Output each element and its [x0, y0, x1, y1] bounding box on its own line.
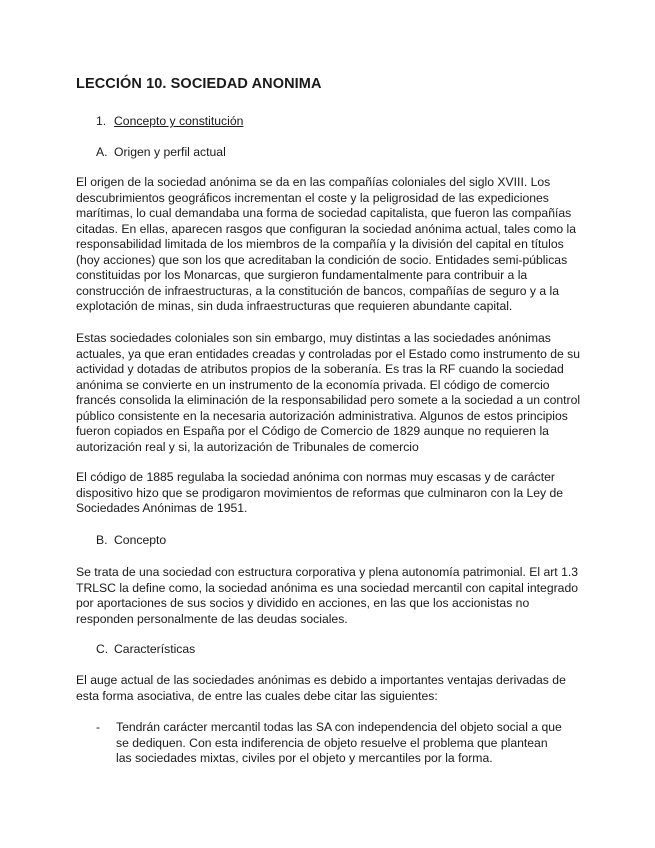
subsection-letter: C. — [96, 642, 109, 656]
paragraph-caracteristicas: El auge actual de las sociedades anónimas es debido a importantes ventajas derivadas de esta forma asociativa, de entre las cuales debe citar las siguientes: — [76, 673, 566, 703]
subsection-heading-caracteristicas — [96, 642, 195, 656]
section-number: 1. — [96, 114, 107, 128]
subsection-letter: A. — [96, 145, 108, 159]
subsection-heading-origen — [96, 145, 226, 159]
paragraph-origen-1: El origen de la sociedad anónima se da en las compañías coloniales del siglo XVIII. Los descubrimientos geográficos incrementan el coste y la peligrosidad de las expediciones marítimas, lo cual demandaba una forma de sociedad capitalista, que fueron las compañías citadas. En ellas, aparecen rasgos que configuran la sociedad anónima actual, tales como la responsabilidad limitada de los miembros de la compañía y la división del capital en títulos (hoy acciones) que son los que acreditaban la condición de socio. Entidades semi-públicas constituidas por los Monarcas, que surgieron fundamentalmente para contribuir a la construcción de infraestructuras, a la constitución de bancos, compañías de seguro y a la explotación de minas, sin duda infraestructuras que requieren abundante capital. — [76, 175, 576, 313]
subsection-letter: B. — [96, 533, 108, 547]
subsection-label: Características — [114, 642, 196, 656]
subsection-label: Origen y perfil actual — [114, 145, 226, 159]
section-heading-concepto-constitucion — [96, 114, 243, 128]
subsection-heading-concepto — [96, 533, 166, 547]
lesson-title: LECCIÓN 10. SOCIEDAD ANONIMA — [76, 76, 322, 92]
subsection-label: Concepto — [114, 533, 167, 547]
bullet-marker: - — [96, 720, 101, 734]
bullet-text: Tendrán carácter mercantil todas las SA con independencia del objeto social a que se dediquen. Con esta indiferencia de objeto resuelve el problema que plantean las sociedades mixtas, civiles por el objeto y mercantiles por la forma. — [116, 720, 562, 765]
paragraph-origen-2: Estas sociedades coloniales son sin embargo, muy distintas a las sociedades anónimas actuales, ya que eran entidades creadas y controladas por el Estado como instrumento de su actividad y dotadas de atributos propios de la soberanía. Es tras la RF cuando la sociedad anónima se convierte en un instrumento de la economía privada. El código de comercio francés consolida la eliminación de la responsabilidad pero somete a la sociedad a un control público consistente en la necesaria autorización administrativa. Algunos de estos principios fueron copiados en España por el Código de Comercio de 1829 aunque no requieren la autorización real y si, la autorización de Tribunales de comercio — [76, 331, 581, 454]
section-label: Concepto y constitución — [114, 114, 244, 128]
list-item — [96, 720, 566, 767]
paragraph-origen-3: El código de 1885 regulaba la sociedad anónima con normas muy escasas y de carácter dispositivo hizo que se prodigaron movimientos de reformas que culminaron con la Ley de Sociedades Anónimas de 1951. — [76, 470, 564, 515]
paragraph-concepto: Se trata de una sociedad con estructura corporativa y plena autonomía patrimonial. El art 1.3 TRLSC la define como, la sociedad anónima es una sociedad mercantil con capital integrado por aportaciones de sus socios y dividido en acciones, en las que los accionistas no responden personalmente de las deudas sociales. — [76, 565, 579, 626]
